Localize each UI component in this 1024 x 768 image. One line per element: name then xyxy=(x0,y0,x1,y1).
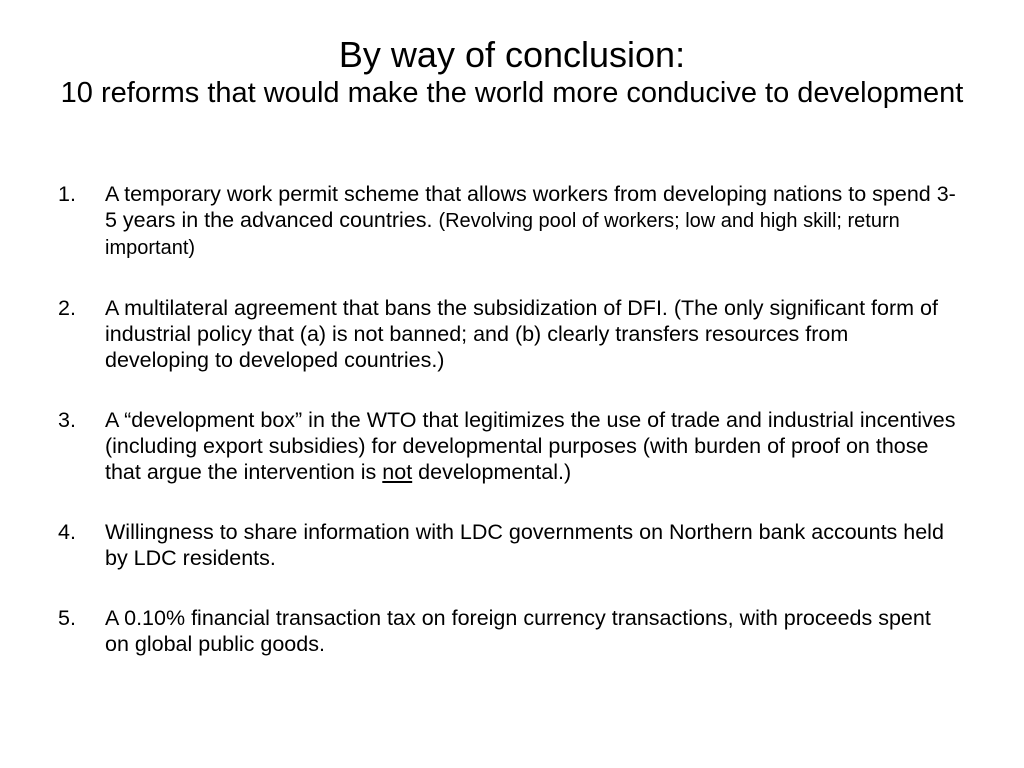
item-text: Willingness to share information with LDC governments on Northern bank accounts held by LDC residents. xyxy=(105,520,944,570)
item-number: 4. xyxy=(58,520,76,544)
item-text-before: A “development box” in the WTO that legitimizes the use of trade and industrial incentives (including export subsidies) for developmental purposes (with burden of proof on those that argue the intervention is xyxy=(105,408,956,484)
title-main: By way of conclusion: xyxy=(338,34,686,75)
item-text: A multilateral agreement that bans the subsidization of DFI. (The only significant form of industrial policy that (a) is not banned; and (b) clearly transfers resources from developing to developed countries.) xyxy=(105,296,938,372)
list-item-2 xyxy=(58,295,958,373)
item-text: A 0.10% financial transaction tax on foreign currency transactions, with proceeds spent on global public goods. xyxy=(105,606,931,656)
item-text: A temporary work permit scheme that allows workers from developing nations to spend 3-5 years in the advanced countries. xyxy=(105,182,956,232)
list-item-5 xyxy=(58,605,958,657)
list-item-1 xyxy=(58,181,958,261)
list-item-3 xyxy=(58,407,958,485)
slide-title xyxy=(60,34,964,111)
item-text-after: developmental.) xyxy=(412,460,572,484)
title-subtitle: 10 reforms that would make the world more conducive to development xyxy=(60,77,964,109)
item-number: 1. xyxy=(58,182,76,206)
reform-list xyxy=(58,181,958,691)
item-underlined-word: not xyxy=(382,460,413,484)
item-number: 5. xyxy=(58,606,76,630)
item-number: 2. xyxy=(58,296,76,320)
list-item-4 xyxy=(58,519,958,571)
item-number: 3. xyxy=(58,408,76,432)
item-note: (Revolving pool of workers; low and high skill; return important) xyxy=(105,210,900,259)
